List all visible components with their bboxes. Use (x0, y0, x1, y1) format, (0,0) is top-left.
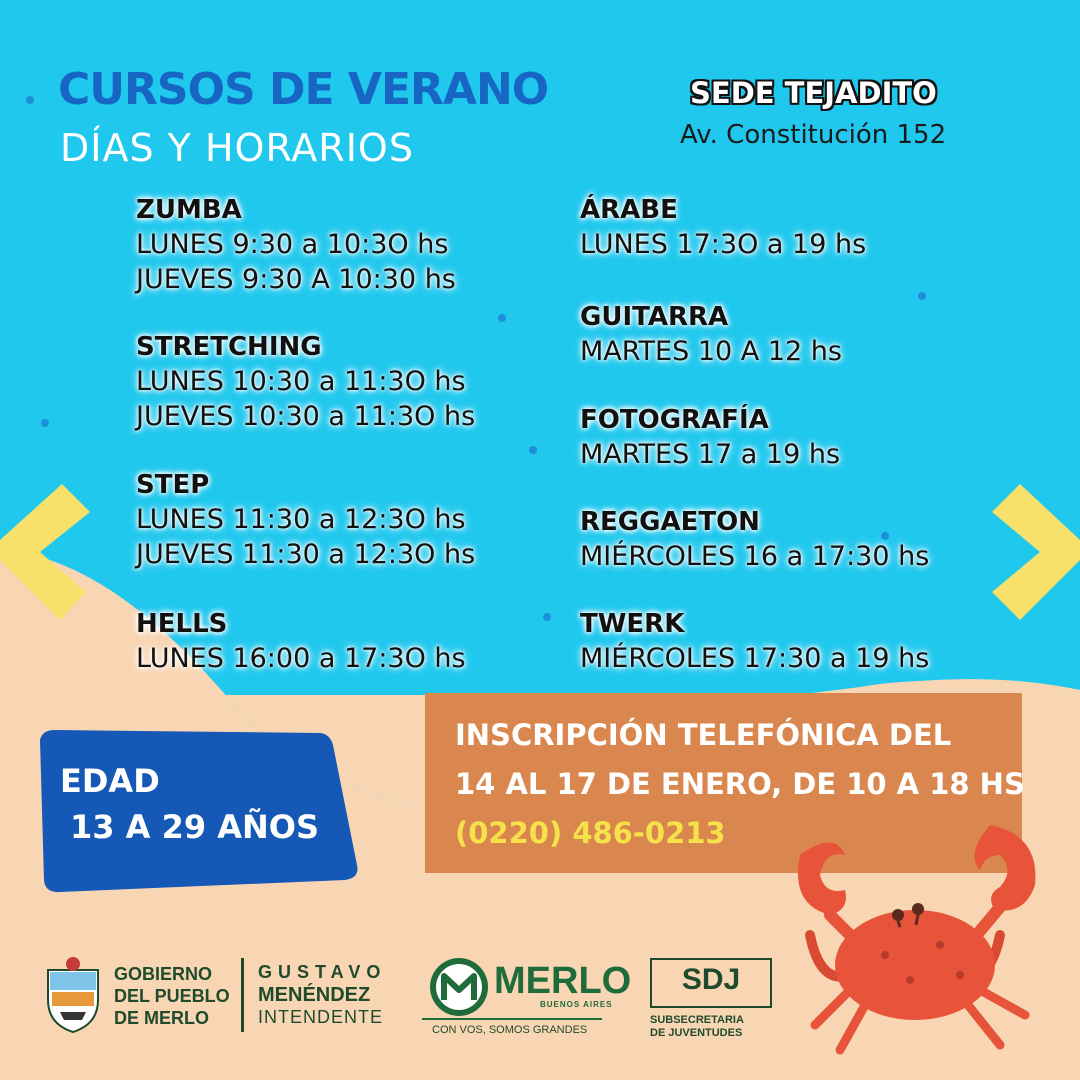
course-name: GUITARRA (580, 302, 729, 332)
gobierno-line: DEL PUEBLO (114, 986, 230, 1006)
intendente-first-name: GUSTAVO (258, 962, 387, 982)
sdj-subtitle-line: SUBSECRETARIA (650, 1014, 744, 1026)
gobierno-line: GOBIERNO (114, 964, 213, 984)
inscripcion-line1: INSCRIPCIÓN TELEFÓNICA DEL (455, 718, 952, 752)
course-schedule: MIÉRCOLES 16 a 17:30 hs (580, 541, 930, 572)
course-schedule: JUEVES 9:30 A 10:30 hs (136, 264, 456, 295)
page-subtitle: DÍAS Y HORARIOS (60, 126, 414, 170)
merlo-slogan: CON VOS, SOMOS GRANDES (432, 1024, 588, 1036)
merlo-logo-text: MERLO (494, 960, 632, 1002)
course-arabe (580, 193, 866, 262)
course-schedule: MARTES 10 A 12 hs (580, 336, 842, 367)
course-name: FOTOGRAFÍA (580, 405, 769, 435)
course-hells (136, 607, 466, 676)
course-twerk (580, 607, 929, 676)
course-stretching (136, 330, 475, 434)
footer-divider (241, 958, 244, 1032)
crab-icon (790, 815, 1050, 1065)
course-reggaeton (580, 505, 929, 574)
course-schedule: LUNES 9:30 a 10:3O hs (136, 229, 449, 260)
course-name: HELLS (136, 609, 228, 639)
merlo-logo-subtitle: BUENOS AIRES (540, 1000, 613, 1009)
course-name: REGGAETON (580, 507, 760, 537)
course-name: ÁRABE (580, 195, 678, 225)
course-schedule: MARTES 17 a 19 hs (580, 439, 841, 470)
course-guitarra (580, 300, 842, 369)
gobierno-line: DE MERLO (114, 1008, 210, 1028)
course-schedule: JUEVES 10:30 a 11:3O hs (136, 401, 476, 432)
course-name: TWERK (580, 609, 685, 639)
sdj-subtitle (650, 1014, 744, 1040)
edad-range: 13 A 29 AÑOS (70, 808, 320, 846)
inscripcion-phone: (0220) 486-0213 (455, 816, 726, 850)
page-title: CURSOS DE VERANO (58, 64, 549, 115)
course-fotografia (580, 403, 840, 472)
course-zumba (136, 193, 456, 297)
coat-of-arms-icon (40, 956, 106, 1034)
sede-name: SEDE TEJADITO (690, 76, 937, 110)
sdj-logo-text: SDJ (681, 963, 741, 996)
course-name: STRETCHING (136, 332, 322, 362)
course-schedule: LUNES 17:3O a 19 hs (580, 229, 867, 260)
intendente-last-name: MENÉNDEZ (258, 984, 371, 1006)
course-name: STEP (136, 470, 210, 500)
sdj-subtitle-line: DE JUVENTUDES (650, 1027, 743, 1039)
intendente-role: INTENDENTE (258, 1007, 384, 1027)
course-name: ZUMBA (136, 195, 242, 225)
edad-label: EDAD (60, 762, 160, 800)
course-schedule: LUNES 10:30 a 11:3O hs (136, 366, 466, 397)
sede-address: Av. Constitución 152 (680, 120, 947, 150)
course-schedule: MIÉRCOLES 17:30 a 19 hs (580, 643, 930, 674)
course-schedule: LUNES 11:30 a 12:3O hs (136, 504, 466, 535)
gobierno-text (114, 963, 230, 1029)
course-schedule: LUNES 16:00 a 17:3O hs (136, 643, 466, 674)
merlo-logo-icon (428, 956, 490, 1018)
course-step (136, 468, 475, 572)
course-schedule: JUEVES 11:30 a 12:3O hs (136, 539, 476, 570)
inscripcion-line2: 14 AL 17 DE ENERO, DE 10 A 18 HS (455, 767, 1025, 801)
merlo-underline (422, 1018, 602, 1022)
